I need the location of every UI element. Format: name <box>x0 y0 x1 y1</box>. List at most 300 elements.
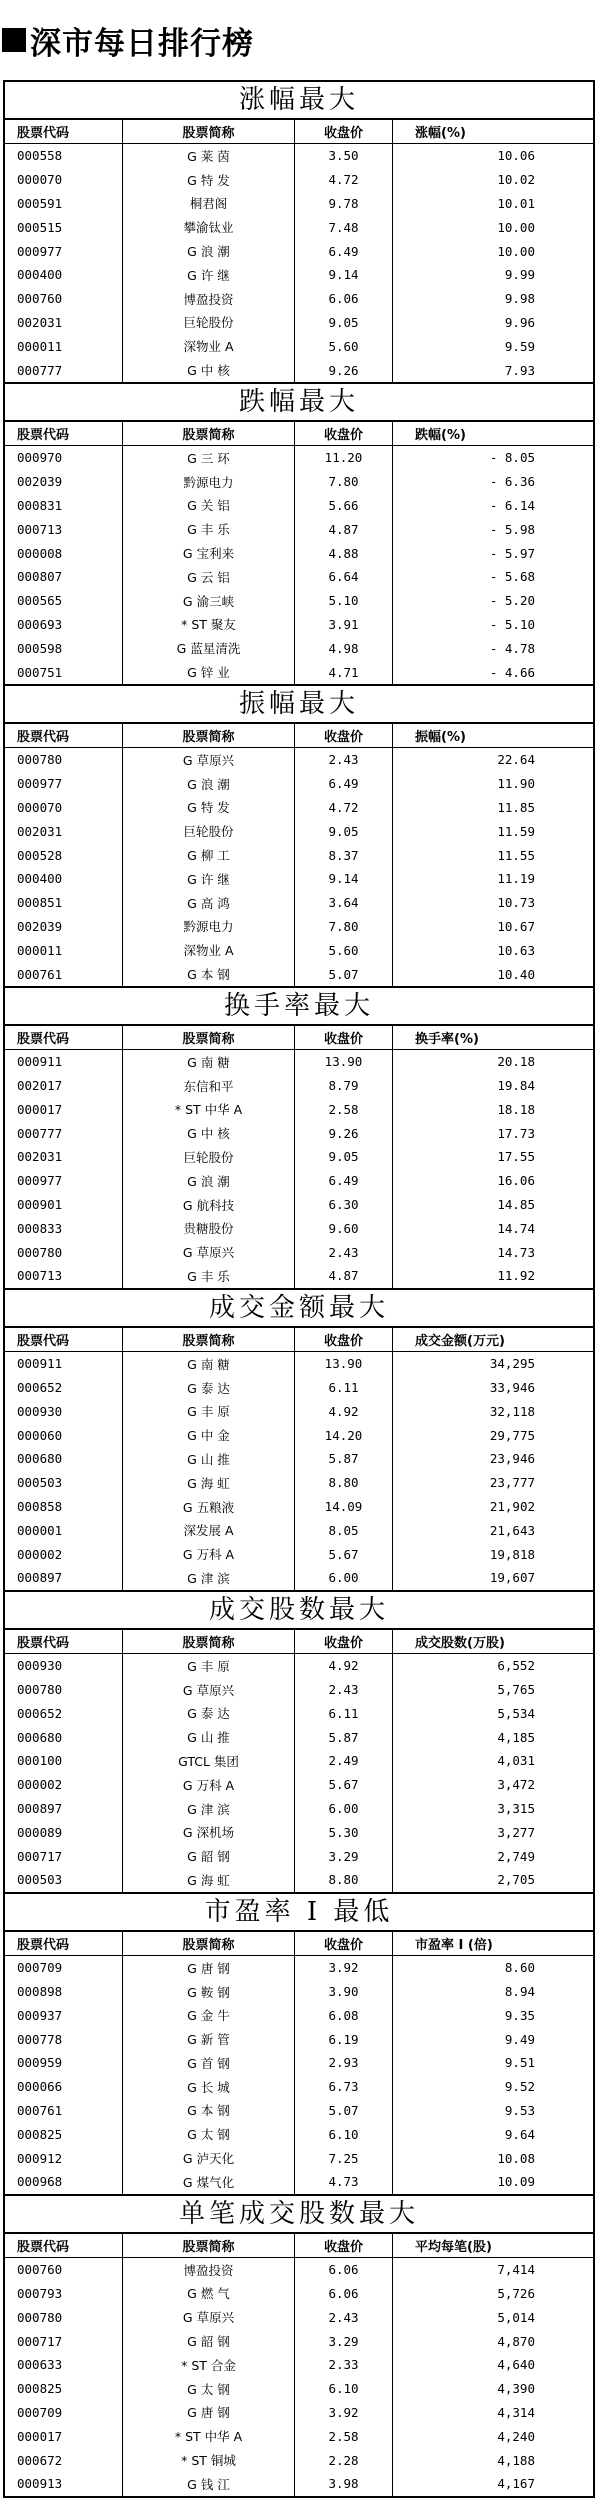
table-row <box>5 287 593 311</box>
value-cell: 10.40 <box>497 966 535 982</box>
value-cell: 19.84 <box>497 1078 535 1094</box>
stock-code-cell: 000858 <box>5 1495 123 1519</box>
table-row <box>5 517 593 541</box>
value-cell: 2,705 <box>497 1872 535 1888</box>
ranking-section <box>5 2194 593 2496</box>
close-price-cell: 14.20 <box>295 1423 393 1447</box>
table-row <box>5 446 593 470</box>
stock-name-cell: * ST 聚友 <box>123 613 295 637</box>
stock-code-cell: 000002 <box>5 1773 123 1797</box>
stock-code-cell: 000780 <box>5 2305 123 2329</box>
close-price-cell: 6.49 <box>295 772 393 796</box>
value-cell: 32,118 <box>489 1403 535 1419</box>
table-row <box>5 1399 593 1423</box>
column-header: 股票简称 <box>123 1932 295 1955</box>
column-header: 股票简称 <box>123 2234 295 2257</box>
stock-name-cell: 巨轮股份 <box>123 1145 295 1169</box>
table-row <box>5 1121 593 1145</box>
stock-name-cell: G 丰 乐 <box>123 1264 295 1288</box>
stock-name-cell: G 浪 潮 <box>123 1169 295 1193</box>
stock-code-cell: 000898 <box>5 1980 123 2004</box>
stock-name-cell: G 锌 业 <box>123 660 295 684</box>
value-cell: 20.18 <box>497 1054 535 1070</box>
stock-name-cell: 贵糖股份 <box>123 1216 295 1240</box>
table-row <box>5 1447 593 1471</box>
value-cell: 6,552 <box>497 1658 535 1674</box>
close-price-cell: 8.37 <box>295 843 393 867</box>
close-price-cell: 3.92 <box>295 2401 393 2425</box>
column-header: 收盘价 <box>295 1630 393 1653</box>
close-price-cell: 5.60 <box>295 334 393 358</box>
stock-code-cell: 000652 <box>5 1701 123 1725</box>
stock-code-cell: 000017 <box>5 2424 123 2448</box>
stock-name-cell: G 中 核 <box>123 1121 295 1145</box>
table-header-row <box>5 422 593 446</box>
column-header: 股票代码 <box>5 120 123 143</box>
stock-name-cell: G 钱 江 <box>123 2472 295 2496</box>
value-cell: - 6.36 <box>489 474 535 490</box>
value-cell: 10.00 <box>497 219 535 235</box>
table-row <box>5 358 593 382</box>
stock-code-cell: 000558 <box>5 144 123 168</box>
stock-code-cell: 000760 <box>5 2258 123 2282</box>
close-price-cell: 13.90 <box>295 1352 393 1376</box>
table-row <box>5 660 593 684</box>
stock-code-cell: 000652 <box>5 1376 123 1400</box>
close-price-cell: 9.26 <box>295 358 393 382</box>
stock-code-cell: 002031 <box>5 1145 123 1169</box>
table-row <box>5 2282 593 2306</box>
value-cell: 5,726 <box>497 2285 535 2301</box>
stock-name-cell: G 首 钢 <box>123 2051 295 2075</box>
table-row <box>5 1376 593 1400</box>
stock-name-cell: G 泰 达 <box>123 1701 295 1725</box>
close-price-cell: 5.87 <box>295 1725 393 1749</box>
column-header: 收盘价 <box>295 1328 393 1351</box>
stock-code-cell: 000970 <box>5 446 123 470</box>
stock-name-cell: G 太 钢 <box>123 2377 295 2401</box>
stock-name-cell: G 草原兴 <box>123 748 295 772</box>
close-price-cell: 3.90 <box>295 1980 393 2004</box>
stock-code-cell: 000717 <box>5 1844 123 1868</box>
value-cell: 14.73 <box>497 1244 535 1260</box>
close-price-cell: 4.92 <box>295 1654 393 1678</box>
column-header: 收盘价 <box>295 1932 393 1955</box>
table-row <box>5 144 593 168</box>
section-title: 成交金额最大 <box>5 1288 593 1328</box>
close-price-cell: 4.73 <box>295 2170 393 2194</box>
close-price-cell: 6.49 <box>295 239 393 263</box>
close-price-cell: 5.07 <box>295 2099 393 2123</box>
close-price-cell: 9.05 <box>295 819 393 843</box>
stock-name-cell: 巨轮股份 <box>123 819 295 843</box>
close-price-cell: 6.49 <box>295 1169 393 1193</box>
value-cell: 34,295 <box>489 1356 535 1372</box>
table-row <box>5 796 593 820</box>
stock-name-cell: 深物业 A <box>123 334 295 358</box>
stock-code-cell: 000008 <box>5 541 123 565</box>
close-price-cell: 3.92 <box>295 1956 393 1980</box>
value-cell: 3,277 <box>497 1824 535 1840</box>
stock-name-cell: G 津 滨 <box>123 1797 295 1821</box>
value-cell: 11.90 <box>497 776 535 792</box>
stock-code-cell: 000709 <box>5 2401 123 2425</box>
close-price-cell: 2.33 <box>295 2353 393 2377</box>
value-cell: 5,534 <box>497 1705 535 1721</box>
stock-code-cell: 000977 <box>5 1169 123 1193</box>
stock-name-cell: G 太 钢 <box>123 2122 295 2146</box>
stock-code-cell: 000717 <box>5 2329 123 2353</box>
stock-name-cell: 深物业 A <box>123 938 295 962</box>
stock-code-cell: 000713 <box>5 1264 123 1288</box>
value-cell: 9.51 <box>504 2055 535 2071</box>
close-price-cell: 3.29 <box>295 2329 393 2353</box>
table-row <box>5 311 593 335</box>
stock-code-cell: 000930 <box>5 1654 123 1678</box>
table-header-row <box>5 1026 593 1050</box>
table-row <box>5 1471 593 1495</box>
column-header: 收盘价 <box>295 120 393 143</box>
table-row <box>5 2353 593 2377</box>
value-cell: 4,314 <box>497 2404 535 2420</box>
section-title: 跌幅最大 <box>5 382 593 422</box>
stock-code-cell: 000565 <box>5 589 123 613</box>
stock-name-cell: G 万科 A <box>123 1773 295 1797</box>
stock-code-cell: 000598 <box>5 636 123 660</box>
stock-name-cell: G 长 城 <box>123 2075 295 2099</box>
stock-code-cell: 000825 <box>5 2122 123 2146</box>
table-row <box>5 1240 593 1264</box>
stock-name-cell: 黔源电力 <box>123 470 295 494</box>
section-title: 市盈率 I 最低 <box>5 1892 593 1932</box>
close-price-cell: 4.98 <box>295 636 393 660</box>
stock-name-cell: G 许 继 <box>123 867 295 891</box>
stock-name-cell: G 航科技 <box>123 1193 295 1217</box>
value-cell: 33,946 <box>489 1380 535 1396</box>
close-price-cell: 5.67 <box>295 1773 393 1797</box>
column-header: 股票简称 <box>123 724 295 747</box>
square-bullet-icon <box>2 28 26 52</box>
column-header: 平均每笔(股) <box>415 2239 492 2255</box>
ranking-section <box>5 382 593 684</box>
stock-code-cell: 000761 <box>5 962 123 986</box>
stock-code-cell: 000100 <box>5 1749 123 1773</box>
table-row <box>5 470 593 494</box>
close-price-cell: 4.87 <box>295 517 393 541</box>
table-row <box>5 2122 593 2146</box>
column-header: 股票简称 <box>123 1026 295 1049</box>
close-price-cell: 4.72 <box>295 168 393 192</box>
value-cell: 4,640 <box>497 2357 535 2373</box>
close-price-cell: 3.91 <box>295 613 393 637</box>
table-row <box>5 1169 593 1193</box>
close-price-cell: 4.88 <box>295 541 393 565</box>
value-cell: 23,777 <box>489 1475 535 1491</box>
close-price-cell: 2.28 <box>295 2448 393 2472</box>
ranking-tables <box>3 80 595 2498</box>
stock-code-cell: 000977 <box>5 239 123 263</box>
stock-name-cell: G 特 发 <box>123 796 295 820</box>
table-row <box>5 1820 593 1844</box>
stock-code-cell: 000001 <box>5 1518 123 1542</box>
value-cell: - 4.66 <box>489 664 535 680</box>
table-row <box>5 168 593 192</box>
value-cell: - 5.10 <box>489 616 535 632</box>
table-row <box>5 1074 593 1098</box>
stock-name-cell: G 云 铝 <box>123 565 295 589</box>
stock-code-cell: 000503 <box>5 1868 123 1892</box>
table-row <box>5 915 593 939</box>
close-price-cell: 2.43 <box>295 2305 393 2329</box>
column-header: 股票代码 <box>5 724 123 747</box>
column-header: 股票代码 <box>5 1026 123 1049</box>
close-price-cell: 6.11 <box>295 1701 393 1725</box>
table-row <box>5 1495 593 1519</box>
table-row <box>5 2146 593 2170</box>
close-price-cell: 6.00 <box>295 1797 393 1821</box>
table-row <box>5 2401 593 2425</box>
close-price-cell: 8.05 <box>295 1518 393 1542</box>
table-row <box>5 1868 593 1892</box>
stock-code-cell: 000913 <box>5 2472 123 2496</box>
stock-code-cell: 002039 <box>5 915 123 939</box>
value-cell: 16.06 <box>497 1173 535 1189</box>
column-header: 股票代码 <box>5 1932 123 1955</box>
value-cell: 3,472 <box>497 1777 535 1793</box>
value-cell: 10.01 <box>497 195 535 211</box>
stock-code-cell: 000897 <box>5 1566 123 1590</box>
column-header: 股票代码 <box>5 422 123 445</box>
value-cell: 4,240 <box>497 2428 535 2444</box>
value-cell: - 5.68 <box>489 569 535 585</box>
table-header-row <box>5 120 593 144</box>
stock-name-cell: G 唐 钢 <box>123 2401 295 2425</box>
stock-code-cell: 000070 <box>5 796 123 820</box>
column-header: 股票代码 <box>5 1328 123 1351</box>
close-price-cell: 3.29 <box>295 1844 393 1868</box>
stock-name-cell: G 鞍 钢 <box>123 1980 295 2004</box>
close-price-cell: 6.10 <box>295 2122 393 2146</box>
stock-code-cell: 000911 <box>5 1352 123 1376</box>
close-price-cell: 7.25 <box>295 2146 393 2170</box>
table-row <box>5 565 593 589</box>
close-price-cell: 6.64 <box>295 565 393 589</box>
stock-code-cell: 002039 <box>5 470 123 494</box>
column-header: 成交金额(万元) <box>415 1333 505 1349</box>
stock-name-cell: G 草原兴 <box>123 1240 295 1264</box>
value-cell: 9.59 <box>504 338 535 354</box>
close-price-cell: 2.93 <box>295 2051 393 2075</box>
stock-code-cell: 000977 <box>5 772 123 796</box>
stock-code-cell: 000897 <box>5 1797 123 1821</box>
table-row <box>5 2099 593 2123</box>
table-row <box>5 1264 593 1288</box>
stock-code-cell: 000070 <box>5 168 123 192</box>
page-title: 深市每日排行榜 <box>30 25 254 62</box>
table-row <box>5 192 593 216</box>
table-row <box>5 1216 593 1240</box>
value-cell: 10.00 <box>497 243 535 259</box>
stock-code-cell: 000780 <box>5 1678 123 1702</box>
stock-code-cell: 000011 <box>5 334 123 358</box>
close-price-cell: 6.11 <box>295 1376 393 1400</box>
stock-code-cell: 000807 <box>5 565 123 589</box>
close-price-cell: 4.87 <box>295 1264 393 1288</box>
value-cell: 21,643 <box>489 1522 535 1538</box>
stock-name-cell: G 许 继 <box>123 263 295 287</box>
value-cell: 8.94 <box>504 1984 535 1999</box>
close-price-cell: 8.80 <box>295 1471 393 1495</box>
stock-name-cell: 东信和平 <box>123 1074 295 1098</box>
value-cell: 4,390 <box>497 2381 535 2397</box>
stock-code-cell: 000591 <box>5 192 123 216</box>
close-price-cell: 3.98 <box>295 2472 393 2496</box>
close-price-cell: 6.06 <box>295 2258 393 2282</box>
stock-name-cell: G 高 鸿 <box>123 891 295 915</box>
table-row <box>5 1773 593 1797</box>
close-price-cell: 6.00 <box>295 1566 393 1590</box>
value-cell: 9.98 <box>504 291 535 307</box>
table-row <box>5 263 593 287</box>
value-cell: - 8.05 <box>489 450 535 466</box>
value-cell: 4,870 <box>497 2333 535 2349</box>
value-cell: 3,315 <box>497 1801 535 1817</box>
stock-name-cell: G 南 糖 <box>123 1050 295 1074</box>
stock-name-cell: 黔源电力 <box>123 915 295 939</box>
column-header: 股票简称 <box>123 1328 295 1351</box>
value-cell: 11.55 <box>497 847 535 863</box>
stock-code-cell: 000912 <box>5 2146 123 2170</box>
value-cell: - 5.20 <box>489 593 535 609</box>
table-row <box>5 494 593 518</box>
stock-code-cell: 002031 <box>5 311 123 335</box>
value-cell: 11.85 <box>497 799 535 815</box>
stock-code-cell: 000528 <box>5 843 123 867</box>
table-row <box>5 1797 593 1821</box>
ranking-section <box>5 986 593 1288</box>
stock-name-cell: G 万科 A <box>123 1542 295 1566</box>
section-title: 振幅最大 <box>5 684 593 724</box>
table-row <box>5 2051 593 2075</box>
stock-code-cell: 000831 <box>5 494 123 518</box>
close-price-cell: 6.73 <box>295 2075 393 2099</box>
stock-code-cell: 000937 <box>5 2003 123 2027</box>
value-cell: - 5.97 <box>489 545 535 561</box>
value-cell: 17.73 <box>497 1125 535 1141</box>
stock-name-cell: G 浪 潮 <box>123 239 295 263</box>
table-row <box>5 1050 593 1074</box>
stock-name-cell: G 丰 原 <box>123 1399 295 1423</box>
value-cell: 11.59 <box>497 823 535 839</box>
close-price-cell: 6.10 <box>295 2377 393 2401</box>
value-cell: 4,185 <box>497 1729 535 1745</box>
table-row <box>5 239 593 263</box>
table-row <box>5 636 593 660</box>
close-price-cell: 7.80 <box>295 470 393 494</box>
stock-code-cell: 000400 <box>5 263 123 287</box>
value-cell: - 5.98 <box>489 521 535 537</box>
table-row <box>5 334 593 358</box>
ranking-section <box>5 1892 593 2194</box>
close-price-cell: 5.30 <box>295 1820 393 1844</box>
value-cell: - 6.14 <box>489 497 535 513</box>
value-cell: 14.85 <box>497 1197 535 1213</box>
table-row <box>5 541 593 565</box>
value-cell: 10.09 <box>497 2174 535 2190</box>
value-cell: 17.55 <box>497 1149 535 1165</box>
value-cell: 10.06 <box>497 148 535 164</box>
value-cell: 5,765 <box>497 1682 535 1698</box>
table-row <box>5 843 593 867</box>
stock-name-cell: G 燃 气 <box>123 2282 295 2306</box>
close-price-cell: 9.14 <box>295 263 393 287</box>
stock-name-cell: G 泸天化 <box>123 2146 295 2170</box>
stock-name-cell: G 浪 潮 <box>123 772 295 796</box>
close-price-cell: 2.58 <box>295 2424 393 2448</box>
close-price-cell: 3.50 <box>295 144 393 168</box>
table-row <box>5 2424 593 2448</box>
value-cell: 2,749 <box>497 1848 535 1864</box>
value-cell: 9.99 <box>504 267 535 283</box>
table-row <box>5 1193 593 1217</box>
stock-name-cell: G 关 铝 <box>123 494 295 518</box>
section-title: 单笔成交股数最大 <box>5 2194 593 2234</box>
column-header: 成交股数(万股) <box>415 1635 505 1651</box>
stock-code-cell: 000833 <box>5 1216 123 1240</box>
close-price-cell: 6.19 <box>295 2027 393 2051</box>
stock-name-cell: G 中 金 <box>123 1423 295 1447</box>
stock-name-cell: * ST 铜城 <box>123 2448 295 2472</box>
table-row <box>5 962 593 986</box>
table-row <box>5 1725 593 1749</box>
stock-name-cell: * ST 中华 A <box>123 2424 295 2448</box>
table-row <box>5 613 593 637</box>
section-title: 成交股数最大 <box>5 1590 593 1630</box>
stock-code-cell: 002031 <box>5 819 123 843</box>
close-price-cell: 9.05 <box>295 1145 393 1169</box>
column-header: 收盘价 <box>295 422 393 445</box>
close-price-cell: 2.43 <box>295 748 393 772</box>
table-row <box>5 589 593 613</box>
table-row <box>5 2377 593 2401</box>
stock-code-cell: 000930 <box>5 1399 123 1423</box>
stock-code-cell: 000793 <box>5 2282 123 2306</box>
table-header-row <box>5 1932 593 1956</box>
value-cell: 7.93 <box>504 362 535 378</box>
value-cell: 19,818 <box>489 1546 535 1562</box>
stock-code-cell: 000680 <box>5 1447 123 1471</box>
close-price-cell: 2.43 <box>295 1678 393 1702</box>
stock-name-cell: G 渝三峡 <box>123 589 295 613</box>
section-title: 换手率最大 <box>5 986 593 1026</box>
value-cell: 21,902 <box>489 1499 535 1515</box>
value-cell: 10.73 <box>497 895 535 911</box>
stock-name-cell: G 特 发 <box>123 168 295 192</box>
close-price-cell: 9.14 <box>295 867 393 891</box>
stock-code-cell: 000780 <box>5 1240 123 1264</box>
table-row <box>5 2448 593 2472</box>
stock-name-cell: G 柳 工 <box>123 843 295 867</box>
stock-name-cell: 深发展 A <box>123 1518 295 1542</box>
value-cell: 23,946 <box>489 1451 535 1467</box>
stock-name-cell: G 本 钢 <box>123 962 295 986</box>
stock-name-cell: G 津 滨 <box>123 1566 295 1590</box>
value-cell: 11.19 <box>497 871 535 887</box>
stock-code-cell: 000777 <box>5 1121 123 1145</box>
ranking-section <box>5 1590 593 1892</box>
stock-code-cell: 000713 <box>5 517 123 541</box>
value-cell: 10.67 <box>497 918 535 934</box>
